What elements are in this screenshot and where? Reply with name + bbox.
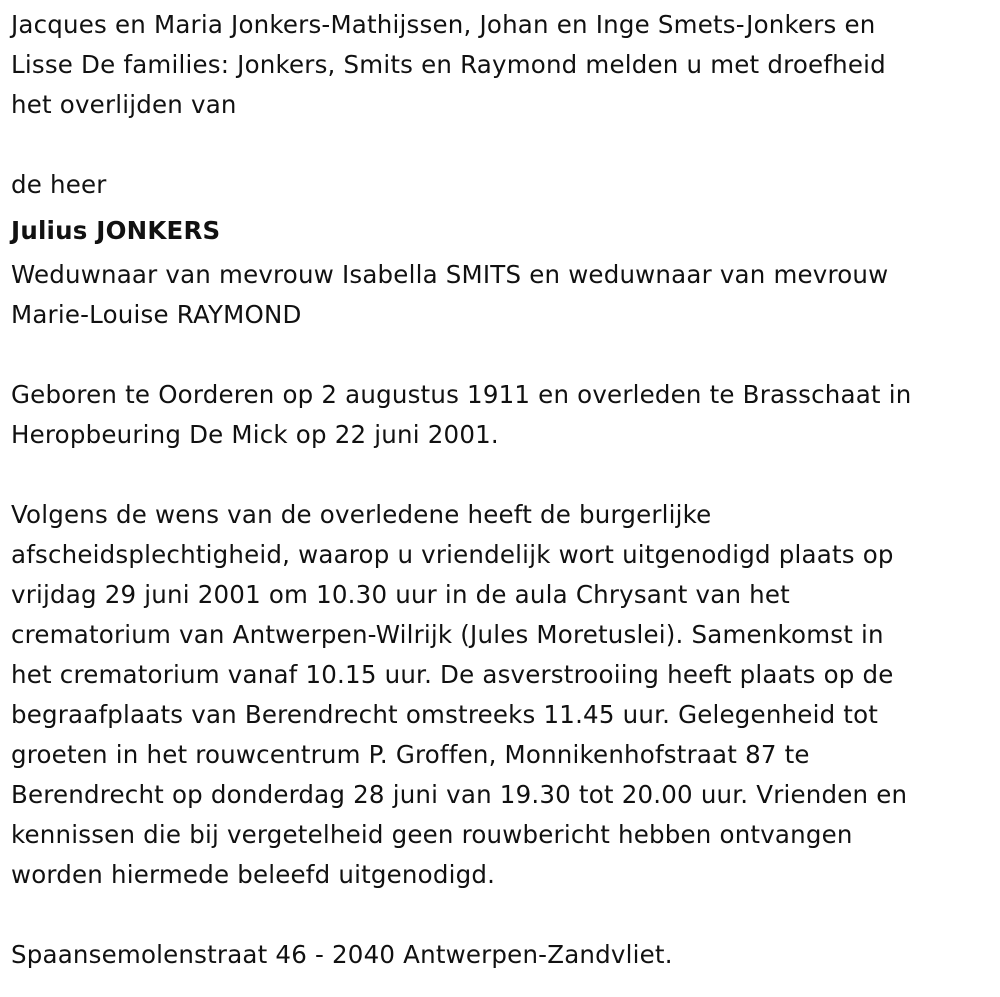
spacer bbox=[11, 335, 991, 375]
spacer bbox=[11, 455, 991, 495]
obituary-notice bbox=[11, 5, 991, 975]
announcers-paragraph: Jacques en Maria Jonkers-Mathijssen, Johan en Inge Smets-Jonkers en Lisse De families: Jonkers, Smits en Raymond melden u met droefheid het overlijden van bbox=[11, 10, 886, 119]
address: Spaansemolenstraat 46 - 2040 Antwerpen-Zandvliet. bbox=[11, 940, 673, 969]
deceased-name: Julius JONKERS bbox=[11, 216, 221, 245]
spacer bbox=[11, 895, 991, 935]
salutation: de heer bbox=[11, 170, 107, 199]
ceremony-paragraph: Volgens de wens van de overledene heeft de burgerlijke afscheidsplechtigheid, waarop u vriendelijk wort uitgenodigd plaats op vrijdag 29 juni 2001 om 10.30 uur in de aula Chrysant van het crematorium van Antwerpen-Wilrijk (Jules Moretuslei). Samenkomst in het crematorium vanaf 10.15 uur. De asverstrooiing heeft plaats op de begraafplaats van Berendrecht omstreeks 11.45 uur. Gelegenheid tot groeten in het rouwcentrum P. Groffen, Monnikenhofstraat 87 te Berendrecht op donderdag 28 juni van 19.30 tot 20.00 uur. Vrienden en kennissen die bij vergetelheid geen rouwbericht hebben ontvangen worden hiermede beleefd uitgenodigd. bbox=[11, 500, 908, 889]
birth-death-paragraph: Geboren te Oorderen op 2 augustus 1911 en overleden te Brasschaat in Heropbeuring De Mick op 22 juni 2001. bbox=[11, 380, 912, 449]
widower-paragraph: Weduwnaar van mevrouw Isabella SMITS en weduwnaar van mevrouw Marie-Louise RAYMOND bbox=[11, 260, 889, 329]
spacer bbox=[11, 125, 991, 165]
